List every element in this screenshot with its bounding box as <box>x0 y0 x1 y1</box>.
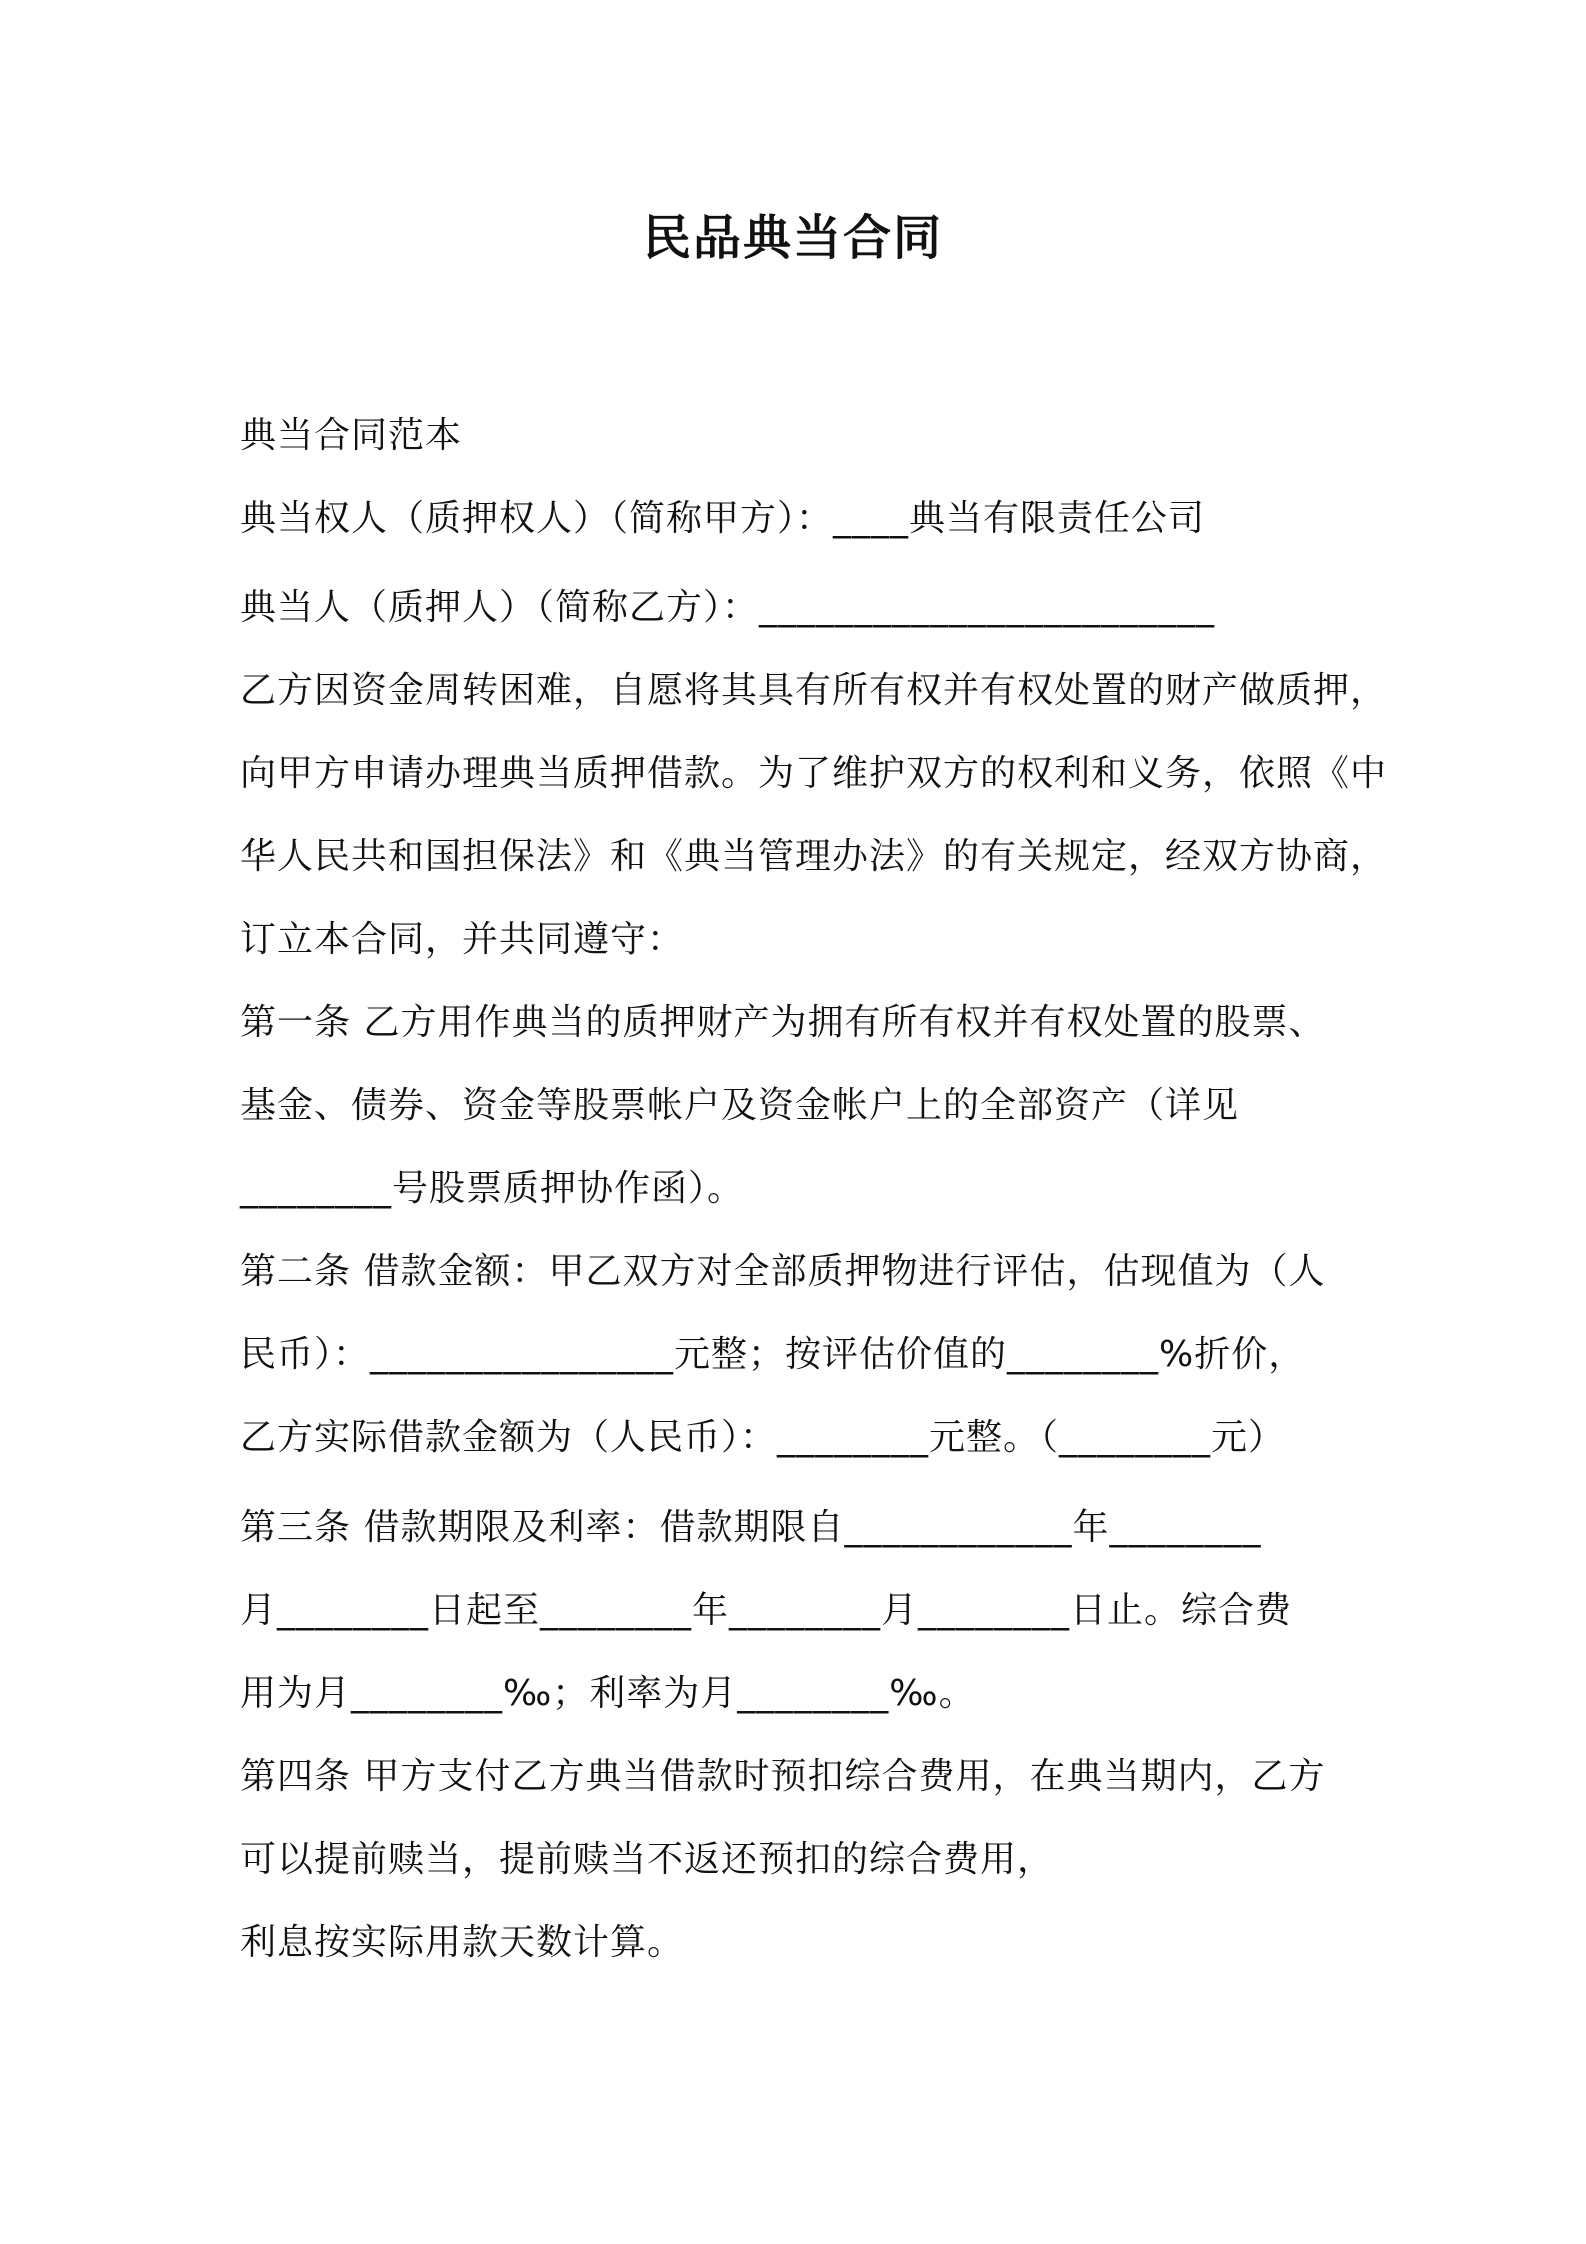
body-line: 乙方因资金周转困难，自愿将其具有所有权并有权处置的财产做质押， <box>240 670 1388 711</box>
article-3-line: 月________日起至________年________月________日止。综合费 <box>240 1590 1293 1631</box>
body-line: 向甲方申请办理典当质押借款。为了维护双方的权利和义务，依照《中 <box>240 753 1388 794</box>
document-title: 民品典当合同 <box>642 210 943 266</box>
article-2-line: 第二条 借款金额：甲乙双方对全部质押物进行评估，估现值为（人 <box>240 1251 1326 1292</box>
party-b-line: 典当人（质押人）（简称乙方）：________________________ <box>240 587 1216 628</box>
article-2-line: 民币）：________________元整；按评估价值的________%折价， <box>240 1334 1306 1375</box>
party-a-line: 典当权人（质押权人）（简称甲方）：____典当有限责任公司 <box>240 498 1206 539</box>
article-4-line: 可以提前赎当，提前赎当不返还预扣的综合费用， <box>240 1839 1055 1880</box>
article-1-line: ________号股票质押协作函）。 <box>240 1168 745 1209</box>
article-3-line: 用为月________‰；利率为月________‰。 <box>240 1673 976 1714</box>
article-4-line: 利息按实际用款天数计算。 <box>240 1922 685 1963</box>
body-line: 华人民共和国担保法》和《典当管理办法》的有关规定，经双方协商， <box>240 836 1388 877</box>
article-1-line: 基金、债券、资金等股票帐户及资金帐户上的全部资产（详见 <box>240 1085 1240 1126</box>
section-heading: 典当合同范本 <box>240 415 463 456</box>
article-3-line: 第三条 借款期限及利率：借款期限自____________年________ <box>240 1507 1262 1548</box>
article-2-line: 乙方实际借款金额为（人民币）：________元整。（________元） <box>240 1417 1286 1458</box>
body-line: 订立本合同，并共同遵守： <box>240 919 685 960</box>
article-4-line: 第四条 甲方支付乙方典当借款时预扣综合费用，在典当期内，乙方 <box>240 1756 1326 1797</box>
article-1-line: 第一条 乙方用作典当的质押财产为拥有所有权并有权处置的股票、 <box>240 1002 1326 1043</box>
